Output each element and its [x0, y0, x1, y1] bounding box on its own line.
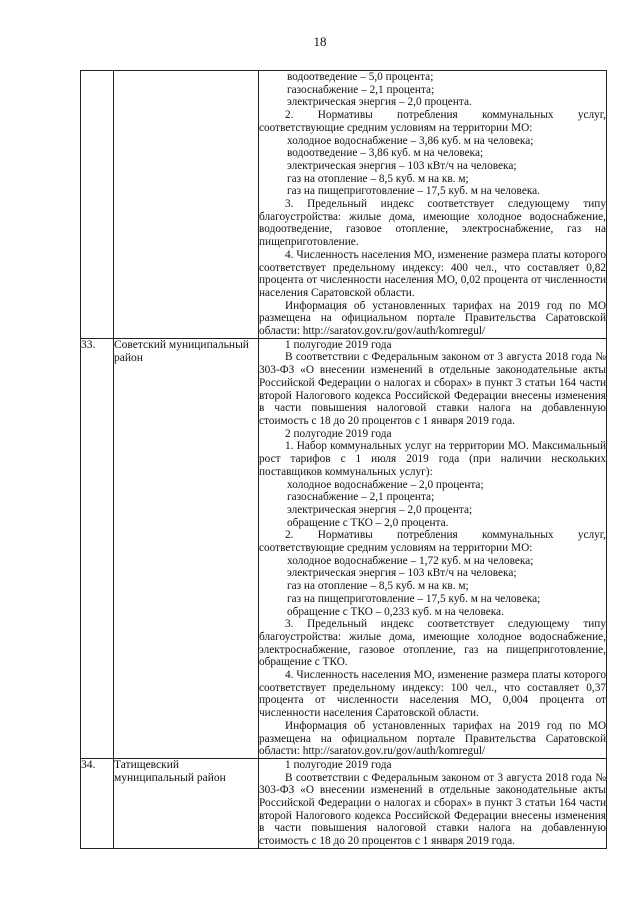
description-paragraph: газоснабжение – 2,1 процента; [287, 491, 435, 504]
description-paragraph: Информация об установленных тарифах на 2019 год по МО размещена на официальном портале Правительства Саратовской области: http://saratov.gov.ru/gov/auth/komregul/ [259, 299, 606, 338]
description-paragraph: 4. Численность населения МО, изменение размера платы которого соответствует предельному индексу: 400 чел., что составляет 0,82 процента от численности населения МО, 0,02 процента от численности населения Саратовской области. [259, 248, 606, 299]
description-paragraph: газ на отопление – 8,5 куб. м на кв. м; [287, 580, 469, 593]
description-paragraph: обращение с ТКО – 2,0 процента. [287, 516, 449, 529]
tariff-table [80, 70, 607, 849]
page-number: 18 [313, 34, 327, 49]
description-paragraph: 2. Нормативы потребления коммунальных услуг, соответствующие средним условиям на территории МО: [259, 109, 606, 134]
description-paragraph: 3. Предельный индекс соответствует следующему типу благоустройства: жилые дома, имеющие холодное водоснабжение, водоотведение, газовое отопление, электроснабжение, газ на пищеприготовление. [259, 198, 606, 249]
description-paragraph: холодное водоснабжение – 3,86 куб. м на человека; [287, 134, 534, 147]
municipality-name: Татищевский муниципальный район [114, 758, 259, 848]
table-row [81, 758, 607, 848]
description-paragraph: 3. Предельный индекс соответствует следующему типу благоустройства: жилые дома, имеющие холодное водоснабжение, электроснабжение, газовое отопление, газ на пищеприготовление, обращение с ТКО. [259, 618, 606, 669]
table-row [81, 71, 607, 339]
tariff-description [259, 338, 607, 758]
description-paragraph: электрическая энергия – 2,0 процента. [287, 96, 472, 109]
description-paragraph: 2 полугодие 2019 года [285, 427, 392, 440]
row-number: 34. [81, 758, 114, 848]
description-paragraph: холодное водоснабжение – 2,0 процента; [287, 478, 484, 491]
description-paragraph: водоотведение – 5,0 процента; [287, 71, 434, 83]
tariff-description [259, 758, 607, 848]
description-paragraph: Информация об установленных тарифах на 2019 год по МО размещена на официальном портале Правительства Саратовской области: http://saratov.gov.ru/gov/auth/komregul/ [259, 719, 606, 758]
municipality-name: Советский муниципальный район [114, 338, 259, 758]
tariff-description [259, 71, 607, 339]
description-paragraph: В соответствии с Федеральным законом от 3 августа 2018 года № 303-ФЗ «О внесении изменений в отдельные законодательные акты Российской Федерации о налогах и сборах» в пункт 3 статьи 164 части второй Налогового кодекса Российской Федерации внесены изменения в части повышения налоговой ставки налога на добавленную стоимость с 18 до 20 процентов с 1 января 2019 года. [259, 771, 606, 848]
description-paragraph: газ на отопление – 8,5 куб. м на кв. м; [287, 172, 469, 185]
description-paragraph: газ на пищеприготовление – 17,5 куб. м на человека. [287, 185, 540, 198]
municipality-name [114, 71, 259, 339]
description-paragraph: холодное водоснабжение – 1,72 куб. м на человека; [287, 554, 534, 567]
description-paragraph: электрическая энергия – 103 кВт/ч на человека; [287, 159, 517, 172]
description-paragraph: газоснабжение – 2,1 процента; [287, 83, 435, 96]
row-number [81, 71, 114, 339]
description-paragraph: 2. Нормативы потребления коммунальных услуг, соответствующие средним условиям на территории МО: [259, 529, 606, 555]
table-row [81, 338, 607, 758]
description-paragraph: 1. Набор коммунальных услуг на территории МО. Максимальный рост тарифов с 1 июля 2019 года (при наличии нескольких поставщиков коммунальных услуг): [259, 440, 606, 478]
tariff-table-body [81, 71, 607, 849]
description-paragraph: электрическая энергия – 103 кВт/ч на человека; [287, 567, 517, 580]
description-paragraph: водоотведение – 3,86 куб. м на человека; [287, 147, 484, 160]
description-paragraph: 1 полугодие 2019 года [285, 338, 392, 351]
description-paragraph: обращение с ТКО – 0,233 куб. м на человека. [287, 605, 504, 618]
description-paragraph: газ на пищеприготовление – 17,5 куб. м на человека; [287, 592, 541, 605]
description-paragraph: 4. Численность населения МО, изменение размера платы которого соответствует предельному индексу: 100 чел., что составляет 0,37 процента от численности населения МО, 0,004 процента от численности населения Саратовской области. [259, 669, 606, 720]
row-number: 33. [81, 338, 114, 758]
description-paragraph: 1 полугодие 2019 года [285, 758, 392, 771]
description-paragraph: электрическая энергия – 2,0 процента; [287, 503, 473, 516]
description-paragraph: В соответствии с Федеральным законом от 3 августа 2018 года № 303-ФЗ «О внесении изменений в отдельные законодательные акты Российской Федерации о налогах и сборах» в пункт 3 статьи 164 части второй Налогового кодекса Российской Федерации внесены изменения в части повышения налоговой ставки налога на добавленную стоимость с 18 до 20 процентов с 1 января 2019 года. [259, 351, 606, 427]
